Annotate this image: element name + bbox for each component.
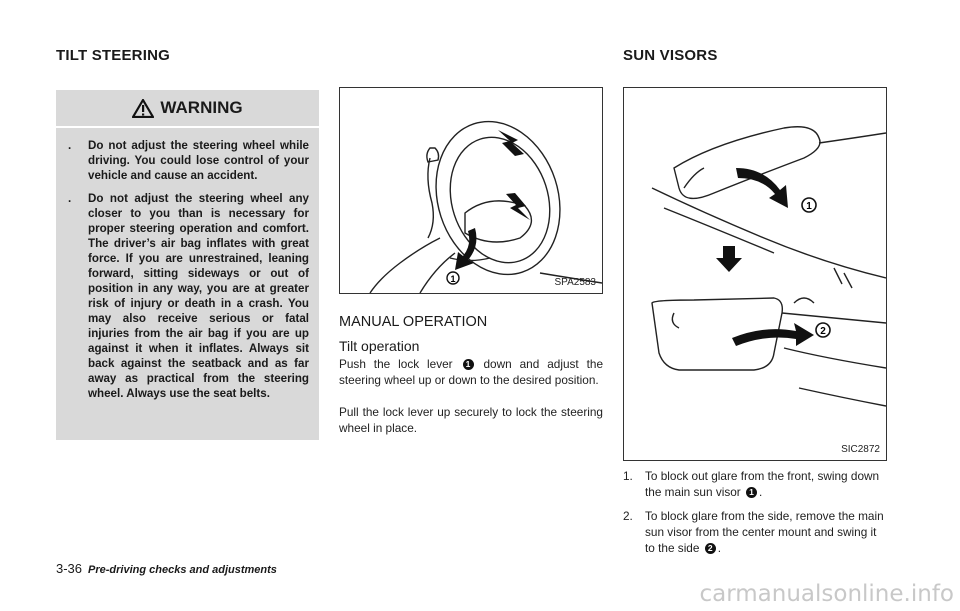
warning-triangle-icon [132,99,154,118]
figure-code: SPA2583 [554,277,596,288]
figure-marker-2: 2 [820,326,826,337]
warning-header [56,90,319,128]
tilt-operation-subheading: Tilt operation [339,338,420,354]
section-title-sun-visors: SUN VISORS [623,47,718,64]
chapter-title: Pre-driving checks and adjustments [88,564,277,576]
warning-list [56,128,319,401]
figure-code: SIC2872 [841,444,880,455]
circle-marker-1: 1 [746,487,757,498]
sun-visor-steps [623,468,887,564]
tilt-instruction-paragraph: Push the lock lever 1 down and adjust the steering wheel up or down to the desired position. [339,357,604,387]
section-title-tilt-steering: TILT STEERING [56,47,170,64]
sun-visor-illustration [624,88,886,460]
page-footer [56,561,277,576]
circle-marker-1: 1 [463,359,474,370]
page-number: 3-36 [56,561,83,576]
circle-marker-2: 2 [705,543,716,554]
lock-instruction-paragraph: Pull the lock lever up securely to lock the steering wheel in place. [339,405,603,435]
watermark: carmanualsonline.info [699,581,954,607]
steering-wheel-illustration [340,88,602,293]
list-item: 1. To block out glare from the front, swing down the main sun visor 1 . [623,469,880,499]
warning-item: . Do not adjust the steering wheel any closer to you than is necessary for proper steering operation and comfort. The driver’s air bag inflates with great force. If you are unrestrained, leaning forward, sitting sideways or out of position in any way, you are at greater risk of injury or death in a crash. You may also receive serious or fatal injuries from the air bag if you are up against it when it inflates. Always sit back against the seatback and as far away as practical from the steering wheel. Always use the seat belts. [68,192,309,400]
manual-operation-heading: MANUAL OPERATION [339,314,488,330]
figure-sun-visor [623,87,887,461]
figure-marker-1: 1 [806,201,812,212]
warning-title: WARNING [160,98,243,117]
figure-marker-1: 1 [450,274,456,284]
warning-box [56,90,319,440]
list-item: 2. To block glare from the side, remove the main sun visor from the center mount and swing it to the side 2 . [623,509,884,555]
warning-item: . Do not adjust the steering wheel while driving. You could lose control of your vehicle and cause an accident. [68,139,309,182]
figure-steering-wheel [339,87,603,294]
